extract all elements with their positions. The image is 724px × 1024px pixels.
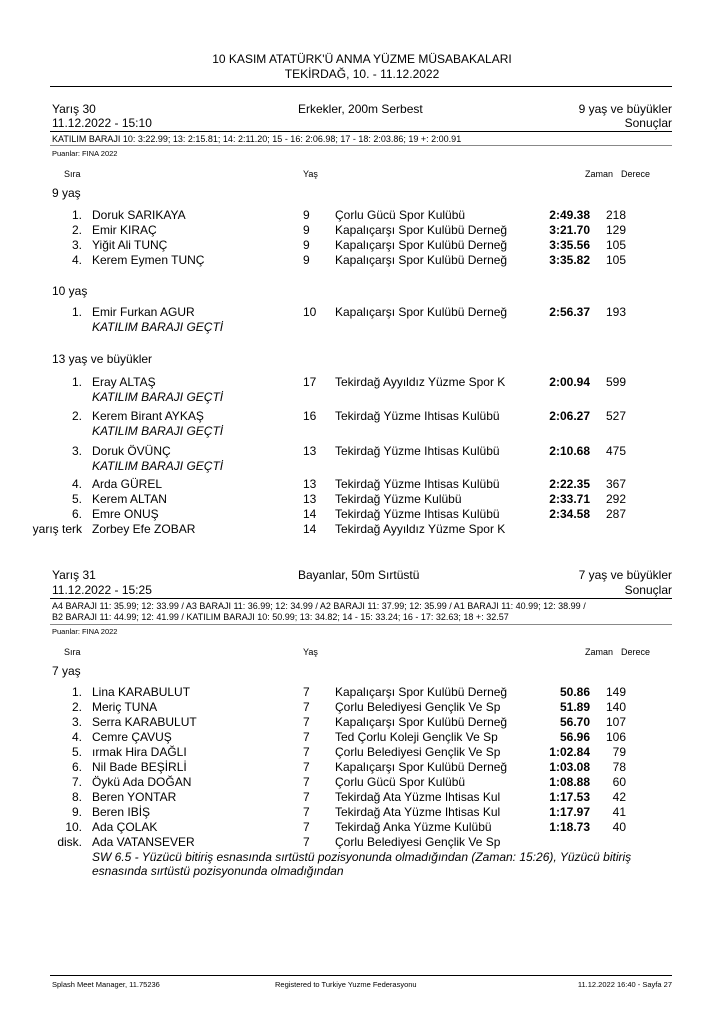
rank: 2.: [71, 700, 82, 714]
race31-col-rank: Sıra: [64, 647, 81, 657]
time: 1:08.88: [549, 775, 590, 789]
points: 41: [612, 805, 626, 819]
qualified-note: KATILIM BARAJI GEÇTİ: [92, 459, 224, 473]
swimmer-name: Kerem Eymen TUNÇ: [92, 253, 205, 267]
age: 7: [303, 745, 310, 759]
club: Kapalıçarşı Spor Kulübü Derneğ: [335, 238, 508, 252]
table-row: [0, 492, 724, 507]
rank: disk.: [57, 835, 82, 849]
points: 149: [605, 685, 626, 699]
age: 7: [303, 835, 310, 849]
rank: 2.: [71, 223, 82, 237]
age: 7: [303, 805, 310, 819]
time: 2:10.68: [549, 444, 590, 458]
race30-col-rank: Sıra: [64, 169, 81, 179]
points: 292: [605, 492, 626, 506]
swimmer-name: Eray ALTAŞ: [92, 375, 156, 389]
race31-standards-line1: A4 BARAJI 11: 35.99; 12: 33.99 / A3 BARAJI 11: 36.99; 12: 34.99 / A2 BARAJI 11: 37.99; 12: 35.99 / A1 BARAJI 11: 40.99; 12: 38.99 /: [52, 601, 586, 611]
swimmer-name: Emir KIRAÇ: [92, 223, 157, 237]
race31-standards-line2: B2 BARAJI 11: 44.99; 12: 41.99 / KATILIM BARAJI 10: 50.99; 13: 34.82; 14 - 15: 33.24; 16 - 17: 32.63; 18 +: 32.57: [52, 612, 509, 622]
rank: 9.: [71, 805, 82, 819]
time: 2:49.38: [549, 208, 590, 222]
age: 7: [303, 700, 310, 714]
club: Tekirdağ Yüzme Ihtisas Kulübü: [335, 477, 500, 491]
swimmer-name: Zorbey Efe ZOBAR: [92, 522, 196, 536]
time: 3:35.56: [549, 238, 590, 252]
time: 50.86: [559, 685, 590, 699]
time: 2:22.35: [549, 477, 590, 491]
points: 527: [605, 409, 626, 423]
time: 1:17.53: [549, 790, 590, 804]
table-row: [0, 745, 724, 760]
race30-datetime: 11.12.2022 - 15:10: [52, 116, 152, 130]
points: 367: [605, 477, 626, 491]
race31-col-age: Yaş: [303, 647, 318, 657]
rank: 3.: [71, 444, 82, 458]
dq-note-line1: SW 6.5 - Yüzücü bitiriş esnasında sırtüstü pozisyonunda olmadığından (Zaman: 15:26), Yüzücü bitiriş: [92, 850, 632, 864]
points: 107: [605, 715, 626, 729]
club: Kapalıçarşı Spor Kulübü Derneğ: [335, 305, 508, 319]
club: Çorlu Belediyesi Gençlik Ve Sp: [335, 835, 501, 849]
age: 13: [303, 477, 317, 491]
rank: 6.: [71, 507, 82, 521]
race31-status: Sonuçlar: [624, 583, 672, 597]
points: 106: [605, 730, 626, 744]
rank: 1.: [71, 685, 82, 699]
age: 7: [303, 760, 310, 774]
points: 140: [605, 700, 626, 714]
table-row: [0, 375, 724, 390]
time: 2:56.37: [549, 305, 590, 319]
swimmer-name: Emre ONUŞ: [92, 507, 159, 521]
time: 1:02.84: [549, 745, 590, 759]
race30-event: Erkekler, 200m Serbest: [298, 102, 423, 116]
time: 2:33.71: [549, 492, 590, 506]
points: 40: [612, 820, 626, 834]
time: 2:06.27: [549, 409, 590, 423]
swimmer-name: Öykü Ada DOĞAN: [92, 775, 192, 789]
qualified-note: KATILIM BARAJI GEÇTİ: [92, 390, 224, 404]
swimmer-name: Ada ÇOLAK: [92, 820, 158, 834]
age: 13: [303, 492, 317, 506]
club: Kapalıçarşı Spor Kulübü Derneğ: [335, 253, 508, 267]
club: Tekirdağ Yüzme Ihtisas Kulübü: [335, 444, 500, 458]
race31-group-7: 7 yaş: [52, 664, 81, 678]
swimmer-name: Yiğit Ali TUNÇ: [92, 238, 168, 252]
rank: 10.: [65, 820, 82, 834]
club: Tekirdağ Ayyıldız Yüzme Spor K: [335, 522, 506, 536]
rank: 5.: [71, 492, 82, 506]
time: 51.89: [559, 700, 590, 714]
table-row: [0, 253, 724, 268]
table-row: [0, 775, 724, 790]
race30-group-10: 10 yaş: [52, 284, 88, 298]
swimmer-name: Doruk ÖVÜNÇ: [92, 444, 171, 458]
table-row: [0, 444, 724, 459]
swimmer-name: Arda GÜREL: [92, 477, 163, 491]
footer-page-info: 11.12.2022 16:40 - Sayfa 27: [577, 980, 672, 989]
rank: 7.: [71, 775, 82, 789]
age: 9: [303, 253, 310, 267]
time: 3:35.82: [549, 253, 590, 267]
footer-registered: Registered to Turkiye Yuzme Federasyonu: [275, 980, 417, 989]
club: Kapalıçarşı Spor Kulübü Derneğ: [335, 715, 508, 729]
rank: 3.: [71, 238, 82, 252]
club: Kapalıçarşı Spor Kulübü Derneğ: [335, 223, 508, 237]
race31-col-time: Zaman: [585, 647, 614, 657]
age: 14: [303, 507, 317, 521]
qualified-note: KATILIM BARAJI GEÇTİ: [92, 320, 224, 334]
club: Tekirdağ Yüzme Ihtisas Kulübü: [335, 507, 500, 521]
club: Tekirdağ Yüzme Kulübü: [335, 492, 462, 506]
table-row: [0, 305, 724, 320]
club: Tekirdağ Anka Yüzme Kulübü: [335, 820, 492, 834]
race30-col-time: Zaman: [585, 169, 614, 179]
points: 79: [612, 745, 626, 759]
footer-software: Splash Meet Manager, 11.75236: [52, 980, 160, 989]
table-row: [0, 820, 724, 835]
age: 7: [303, 775, 310, 789]
rank: 2.: [71, 409, 82, 423]
rank: 1.: [71, 305, 82, 319]
dq-note-line2: esnasında sırtüstü pozisyonunda olmadığından: [92, 864, 344, 878]
rank: yarış terk: [32, 522, 82, 536]
points: 218: [605, 208, 626, 222]
club: Çorlu Belediyesi Gençlik Ve Sp: [335, 745, 501, 759]
table-row: [0, 760, 724, 775]
header-divider: [50, 86, 672, 87]
age: 7: [303, 820, 310, 834]
time: 56.70: [559, 715, 590, 729]
rank: 6.: [71, 760, 82, 774]
age: 7: [303, 790, 310, 804]
race30-group-13plus: 13 yaş ve büyükler: [52, 352, 153, 366]
rank: 1.: [71, 208, 82, 222]
age: 16: [303, 409, 317, 423]
swimmer-name: Meriç TUNA: [92, 700, 158, 714]
rank: 8.: [71, 790, 82, 804]
race30-divider: [50, 131, 672, 132]
rank: 1.: [71, 375, 82, 389]
club: Tekirdağ Ata Yüzme Ihtisas Kul: [335, 790, 501, 804]
race31-category: 7 yaş ve büyükler: [578, 568, 672, 582]
time: 1:18.73: [549, 820, 590, 834]
time: 3:21.70: [549, 223, 590, 237]
table-row: [0, 507, 724, 522]
race31-points-basis: Puanlar: FINA 2022: [52, 627, 118, 636]
time: 56.96: [559, 730, 590, 744]
points: 105: [605, 238, 626, 252]
table-row: [0, 685, 724, 700]
club: Tekirdağ Yüzme Ihtisas Kulübü: [335, 409, 500, 423]
race30-points-basis: Puanlar: FINA 2022: [52, 149, 118, 158]
time: 1:03.08: [549, 760, 590, 774]
time: 2:00.94: [549, 375, 590, 389]
race30-standards: KATILIM BARAJI 10: 3:22.99; 13: 2:15.81; 14: 2:11.20; 15 - 16: 2:06.98; 17 - 18: 2:03.86; 19 +: 2:00.91: [52, 134, 462, 144]
club: Tekirdağ Ayyıldız Yüzme Spor K: [335, 375, 506, 389]
meet-dates: TEKİRDAĞ, 10. - 11.12.2022: [284, 67, 440, 81]
table-row: [0, 715, 724, 730]
swimmer-name: Cemre ÇAVUŞ: [92, 730, 172, 744]
race30-col-points: Derece: [621, 169, 651, 179]
swimmer-name: Beren YONTAR: [92, 790, 177, 804]
race30-category: 9 yaş ve büyükler: [578, 102, 672, 116]
age: 9: [303, 238, 310, 252]
table-row: [0, 223, 724, 238]
race30-status: Sonuçlar: [624, 116, 672, 130]
time: 2:34.58: [549, 507, 590, 521]
race30-group-9: 9 yaş: [52, 186, 81, 200]
footer-divider: [50, 975, 672, 976]
club: Kapalıçarşı Spor Kulübü Derneğ: [335, 685, 508, 699]
race31-title: Yarış 31: [52, 568, 96, 582]
club: Kapalıçarşı Spor Kulübü Derneğ: [335, 760, 508, 774]
swimmer-name: Ada VATANSEVER: [92, 835, 195, 849]
meet-title: 10 KASIM ATATÜRK'Ü ANMA YÜZME MÜSABAKALARI: [212, 52, 512, 66]
rank: 4.: [71, 730, 82, 744]
age: 9: [303, 208, 310, 222]
points: 475: [605, 444, 626, 458]
swimmer-name: Beren IBİŞ: [92, 805, 151, 819]
swimmer-name: Emir Furkan AGUR: [92, 305, 195, 319]
table-row: [0, 805, 724, 820]
table-row: [0, 730, 724, 745]
race31-col-points: Derece: [621, 647, 651, 657]
points: 193: [605, 305, 626, 319]
club: Çorlu Gücü Spor Kulübü: [335, 775, 466, 789]
swimmer-name: Lina KARABULUT: [92, 685, 191, 699]
table-row: [0, 238, 724, 253]
age: 7: [303, 715, 310, 729]
table-row: [0, 208, 724, 223]
table-row: [0, 700, 724, 715]
table-row: [0, 522, 724, 537]
swimmer-name: Kerem Birant AYKAŞ: [92, 409, 204, 423]
race30-standards-divider: [50, 145, 672, 146]
swimmer-name: ırmak Hira DAĞLI: [92, 745, 187, 759]
age: 7: [303, 685, 310, 699]
swimmer-name: Doruk SARIKAYA: [92, 208, 186, 222]
race31-event: Bayanlar, 50m Sırtüstü: [298, 568, 420, 582]
points: 60: [612, 775, 626, 789]
swimmer-name: Serra KARABULUT: [92, 715, 197, 729]
swimmer-name: Nil Bade BEŞİRLİ: [92, 760, 187, 774]
club: Tekirdağ Ata Yüzme Ihtisas Kul: [335, 805, 501, 819]
age: 17: [303, 375, 317, 389]
race30-col-age: Yaş: [303, 169, 318, 179]
points: 129: [605, 223, 626, 237]
rank: 4.: [71, 253, 82, 267]
swimmer-name: Kerem ALTAN: [92, 492, 167, 506]
age: 7: [303, 730, 310, 744]
age: 14: [303, 522, 317, 536]
club: Ted Çorlu Koleji Gençlik Ve Sp: [335, 730, 498, 744]
points: 78: [612, 760, 626, 774]
rank: 5.: [71, 745, 82, 759]
points: 599: [605, 375, 626, 389]
table-row: [0, 477, 724, 492]
time: 1:17.97: [549, 805, 590, 819]
points: 287: [605, 507, 626, 521]
club: Çorlu Gücü Spor Kulübü: [335, 208, 466, 222]
rank: 3.: [71, 715, 82, 729]
age: 13: [303, 444, 317, 458]
table-row: [0, 409, 724, 424]
race30-title: Yarış 30: [52, 102, 96, 116]
table-row: [0, 835, 724, 850]
age: 9: [303, 223, 310, 237]
age: 10: [303, 305, 317, 319]
club: Çorlu Belediyesi Gençlik Ve Sp: [335, 700, 501, 714]
points: 42: [612, 790, 626, 804]
race31-divider: [50, 598, 672, 599]
qualified-note: KATILIM BARAJI GEÇTİ: [92, 424, 224, 438]
race31-datetime: 11.12.2022 - 15:25: [52, 583, 152, 597]
race31-standards-divider: [50, 624, 672, 625]
rank: 4.: [71, 477, 82, 491]
points: 105: [605, 253, 626, 267]
table-row: [0, 790, 724, 805]
